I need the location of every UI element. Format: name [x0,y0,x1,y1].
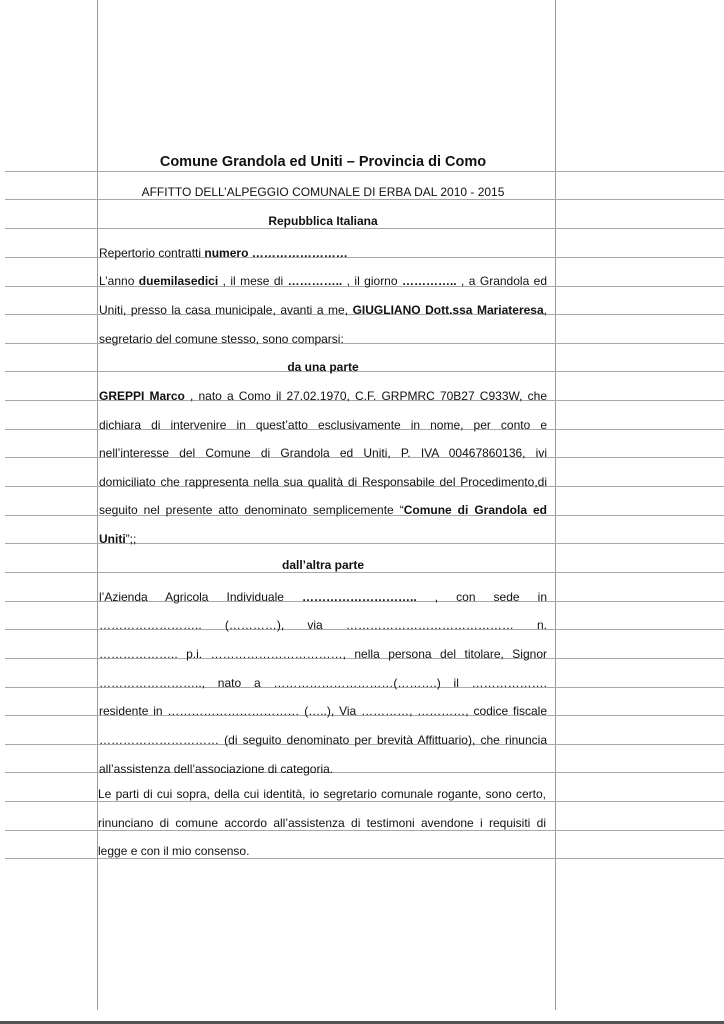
greppi-details: , nato a Como il 27.02.1970, C.F. GRPMRC 70B27 C933W, che [190,389,547,403]
azienda-line-c: , con sede in [434,590,547,604]
azienda-name-placeholder: ……………………….. [301,590,417,604]
mese-value: ………….. [287,274,343,288]
ruled-line [5,801,724,802]
sede-line: …………………….. (…………), via …………………………………… n. [99,618,547,632]
repertorio-label: Repertorio contratti [99,246,205,260]
document-title: Comune Grandola ed Uniti – Provincia di Como [159,154,487,170]
uniti-line-c: , [543,303,548,317]
repertorio-line [99,246,547,260]
seguito-line-a: seguito nel presente atto denominato semplicemente “ [99,503,404,517]
document-subtitle: AFFITTO DELL’ALPEGGIO COMUNALE DI ERBA DAL 2010 - 2015 [141,185,505,199]
parti-line: Le parti di cui sopra, della cui identità, io segretario comunale rogante, sono certo, [98,787,546,801]
anno-line-e: , il giorno [346,274,402,288]
seguito-line [99,503,547,517]
ruled-line [5,572,724,573]
ruled-line [5,228,724,229]
anno-line-c: , il mese di [222,274,288,288]
segretario-name: GIUGLIANO Dott.ssa Mariateresa [352,303,544,317]
anno-line-g: , a Grandola ed [461,274,548,288]
anno-line [99,274,547,288]
ruled-line [5,830,724,831]
giorno-value: ………….. [401,274,457,288]
ruled-line [5,171,724,172]
uniti-end-bold: Uniti [99,532,126,546]
republic-heading: Repubblica Italiana [268,214,378,228]
cf-line: ………………………… (di seguito denominato per brevità Affittuario), che rinuncia [99,733,547,747]
ruled-line [5,858,724,859]
legge-line: legge e con il mio consenso. [98,844,250,858]
pi-line: ……………….. p.i. ……………………………, nella persona del titolare, Signor [99,647,547,661]
ruled-line [5,199,724,200]
residente-line: residente in …………………………… (…..), Via …………, …………, codice fiscale [99,704,547,718]
interesse-line: nell’interesse del Comune di Grandola ed Uniti, P. IVA 00467860136, ivi [99,446,547,460]
uniti-end-punct: ”;; [125,532,137,546]
dall-altra-parte-heading: dall’altra parte [281,558,365,572]
assistenza-line: all’assistenza dell’associazione di categoria. [99,762,334,776]
segretario-line: segretario del comune stesso, sono comparsi: [99,332,344,346]
greppi-name: GREPPI Marco [99,389,185,403]
greppi-line [99,389,547,403]
da-una-parte-heading: da una parte [287,360,359,374]
azienda-line [99,590,547,604]
uniti-end-line [99,532,547,546]
dichiara-line: dichiara di intervenire in quest’atto esclusivamente in nome, per conto e [99,418,547,432]
domiciliato-line: domiciliato che rappresenta nella sua qualità di Responsabile del Procedimento,di [99,475,547,489]
anno-line-a: L’anno [99,274,139,288]
rinunciano-line: rinunciano di comune accordo all’assistenza di testimoni avendone i requisiti di [98,816,546,830]
repertorio-numero: numero …………………… [204,246,348,260]
azienda-line-a: l’Azienda Agricola Individuale [99,590,302,604]
anno-value: duemilasedici [138,274,219,288]
uniti-line-a: Uniti, presso la casa municipale, avanti a me, [99,303,353,317]
uniti-line [99,303,547,317]
nato-line: …………………….., nato a …………………………(……….) il ………………. [99,676,547,690]
comune-name: Comune di Grandola ed [403,503,547,517]
